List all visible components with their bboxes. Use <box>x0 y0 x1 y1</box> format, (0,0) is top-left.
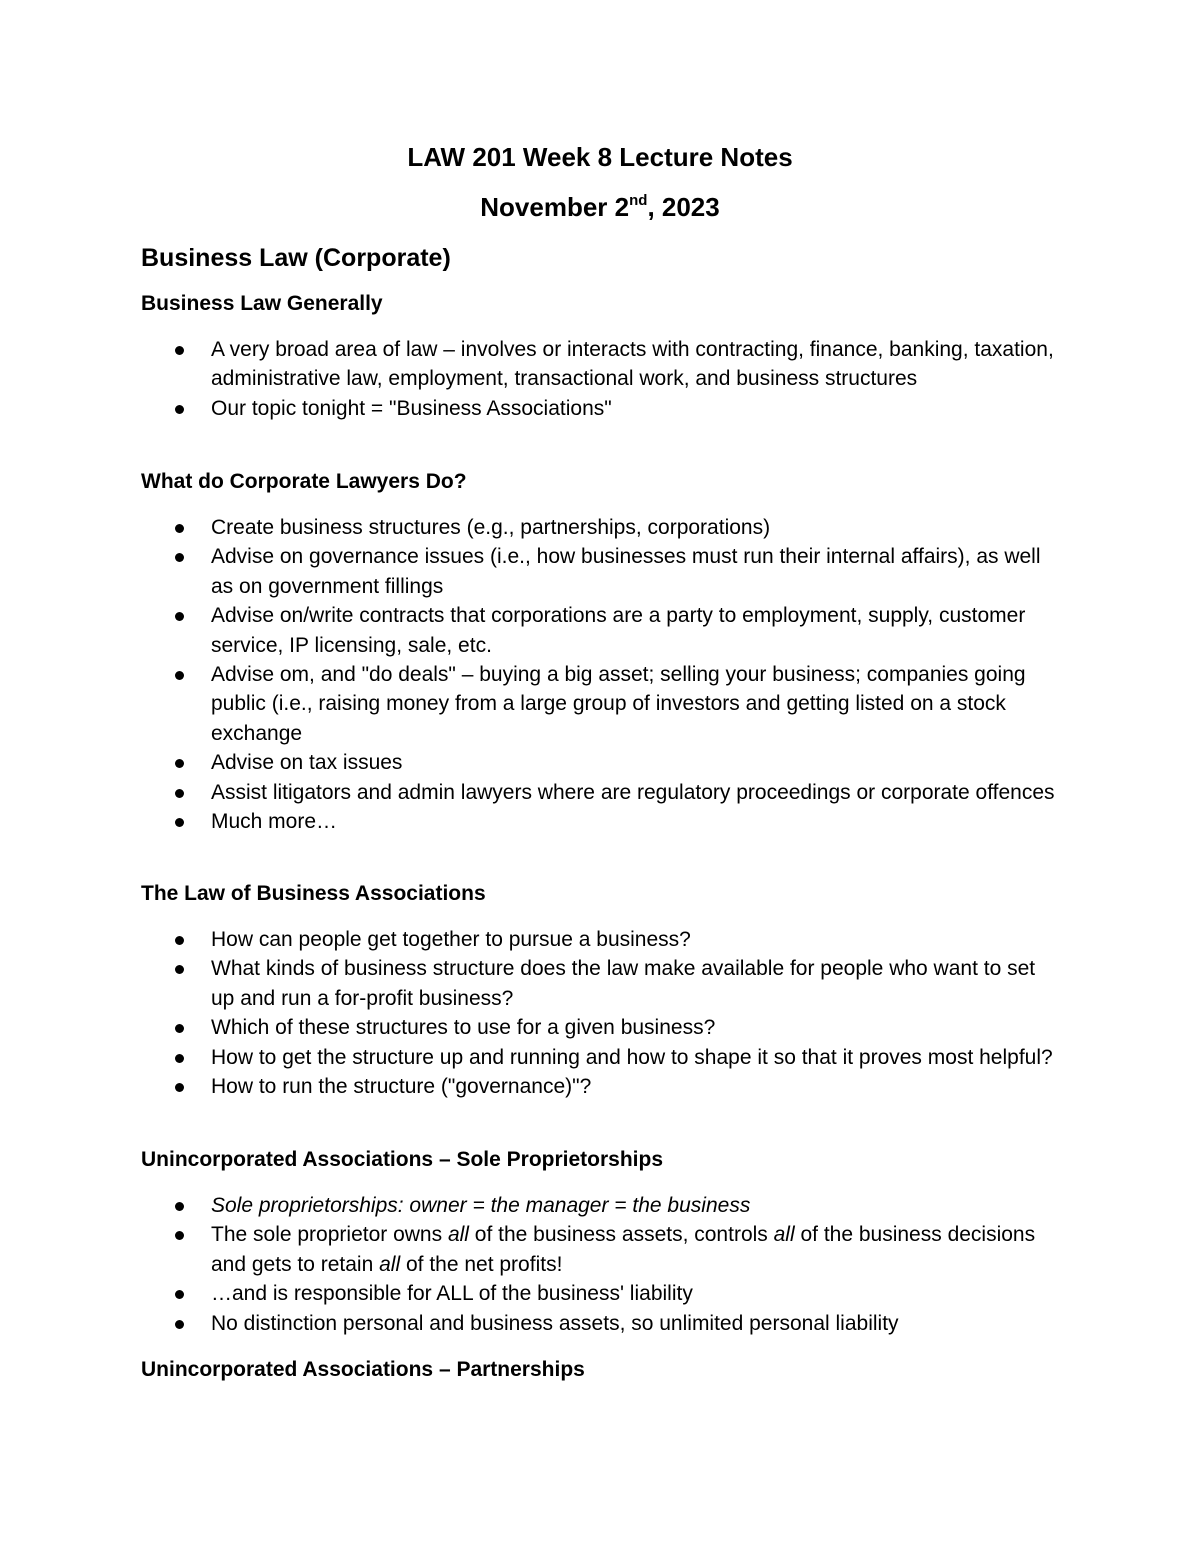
date-text: November 2 <box>480 192 630 222</box>
section-heading-sole-proprietorships: Unincorporated Associations – Sole Proprietorships <box>141 1148 663 1171</box>
bullet-icon <box>175 965 184 974</box>
bullet-icon <box>175 759 184 768</box>
date-year: , 2023 <box>647 192 720 222</box>
bullet-icon <box>175 346 184 355</box>
list-item: Assist litigators and admin lawyers where are regulatory proceedings or corporate offences <box>141 778 1061 807</box>
section-heading-partnerships: Unincorporated Associations – Partnerships <box>141 1358 585 1381</box>
list-item: Much more… <box>141 807 1061 836</box>
main-heading: Business Law (Corporate) <box>141 244 451 272</box>
bullet-list-sole-proprietorships <box>141 1191 1061 1338</box>
section-heading-business-law-generally: Business Law Generally <box>141 292 383 315</box>
section-heading-corporate-lawyers: What do Corporate Lawyers Do? <box>141 470 467 493</box>
document-title <box>0 142 1200 172</box>
bullet-icon <box>175 553 184 562</box>
bullet-icon <box>175 936 184 945</box>
date-ordinal: nd <box>629 192 648 209</box>
bullet-icon <box>175 789 184 798</box>
list-item: How to run the structure ("governance)"? <box>141 1072 1061 1101</box>
list-item: …and is responsible for ALL of the business' liability <box>141 1279 1061 1308</box>
list-item: What kinds of business structure does the law make available for people who want to set up and run a for-profit business? <box>141 954 1061 1013</box>
list-item: Which of these structures to use for a given business? <box>141 1013 1061 1042</box>
list-item: How can people get together to pursue a business? <box>141 925 1061 954</box>
title-text: LAW 201 Week 8 Lecture Notes <box>407 142 793 172</box>
list-item: A very broad area of law – involves or interacts with contracting, finance, banking, taxation, administrative law, employment, transactional work, and business structures <box>141 335 1061 394</box>
document-date <box>0 192 1200 222</box>
list-item: The sole proprietor owns all of the business assets, controls all of the business decisions and gets to retain all of the net profits! <box>141 1220 1061 1279</box>
bullet-icon <box>175 524 184 533</box>
list-item: Create business structures (e.g., partnerships, corporations) <box>141 513 1061 542</box>
bullet-icon <box>175 1083 184 1092</box>
list-item: Advise on/write contracts that corporations are a party to employment, supply, customer service, IP licensing, sale, etc. <box>141 601 1061 660</box>
list-item: Our topic tonight = "Business Associations" <box>141 394 1061 423</box>
bullet-icon <box>175 818 184 827</box>
bullet-icon <box>175 1024 184 1033</box>
bullet-list-business-law-generally <box>141 335 1061 423</box>
section-heading-business-associations: The Law of Business Associations <box>141 882 486 905</box>
bullet-list-business-associations <box>141 925 1061 1101</box>
bullet-icon <box>175 1290 184 1299</box>
bullet-icon <box>175 671 184 680</box>
bullet-icon <box>175 1231 184 1240</box>
bullet-list-corporate-lawyers <box>141 513 1061 836</box>
list-item: How to get the structure up and running and how to shape it so that it proves most helpful? <box>141 1043 1061 1072</box>
bullet-icon <box>175 612 184 621</box>
list-item: Advise om, and "do deals" – buying a big asset; selling your business; companies going public (i.e., raising money from a large group of investors and getting listed on a stock exchange <box>141 660 1061 748</box>
bullet-icon <box>175 1320 184 1329</box>
list-item: Advise on tax issues <box>141 748 1061 777</box>
bullet-icon <box>175 1054 184 1063</box>
bullet-icon <box>175 1202 184 1211</box>
bullet-icon <box>175 405 184 414</box>
list-item: Sole proprietorships: owner = the manager = the business <box>141 1191 1061 1220</box>
list-item: No distinction personal and business assets, so unlimited personal liability <box>141 1309 1061 1338</box>
list-item: Advise on governance issues (i.e., how businesses must run their internal affairs), as well as on government fillings <box>141 542 1061 601</box>
